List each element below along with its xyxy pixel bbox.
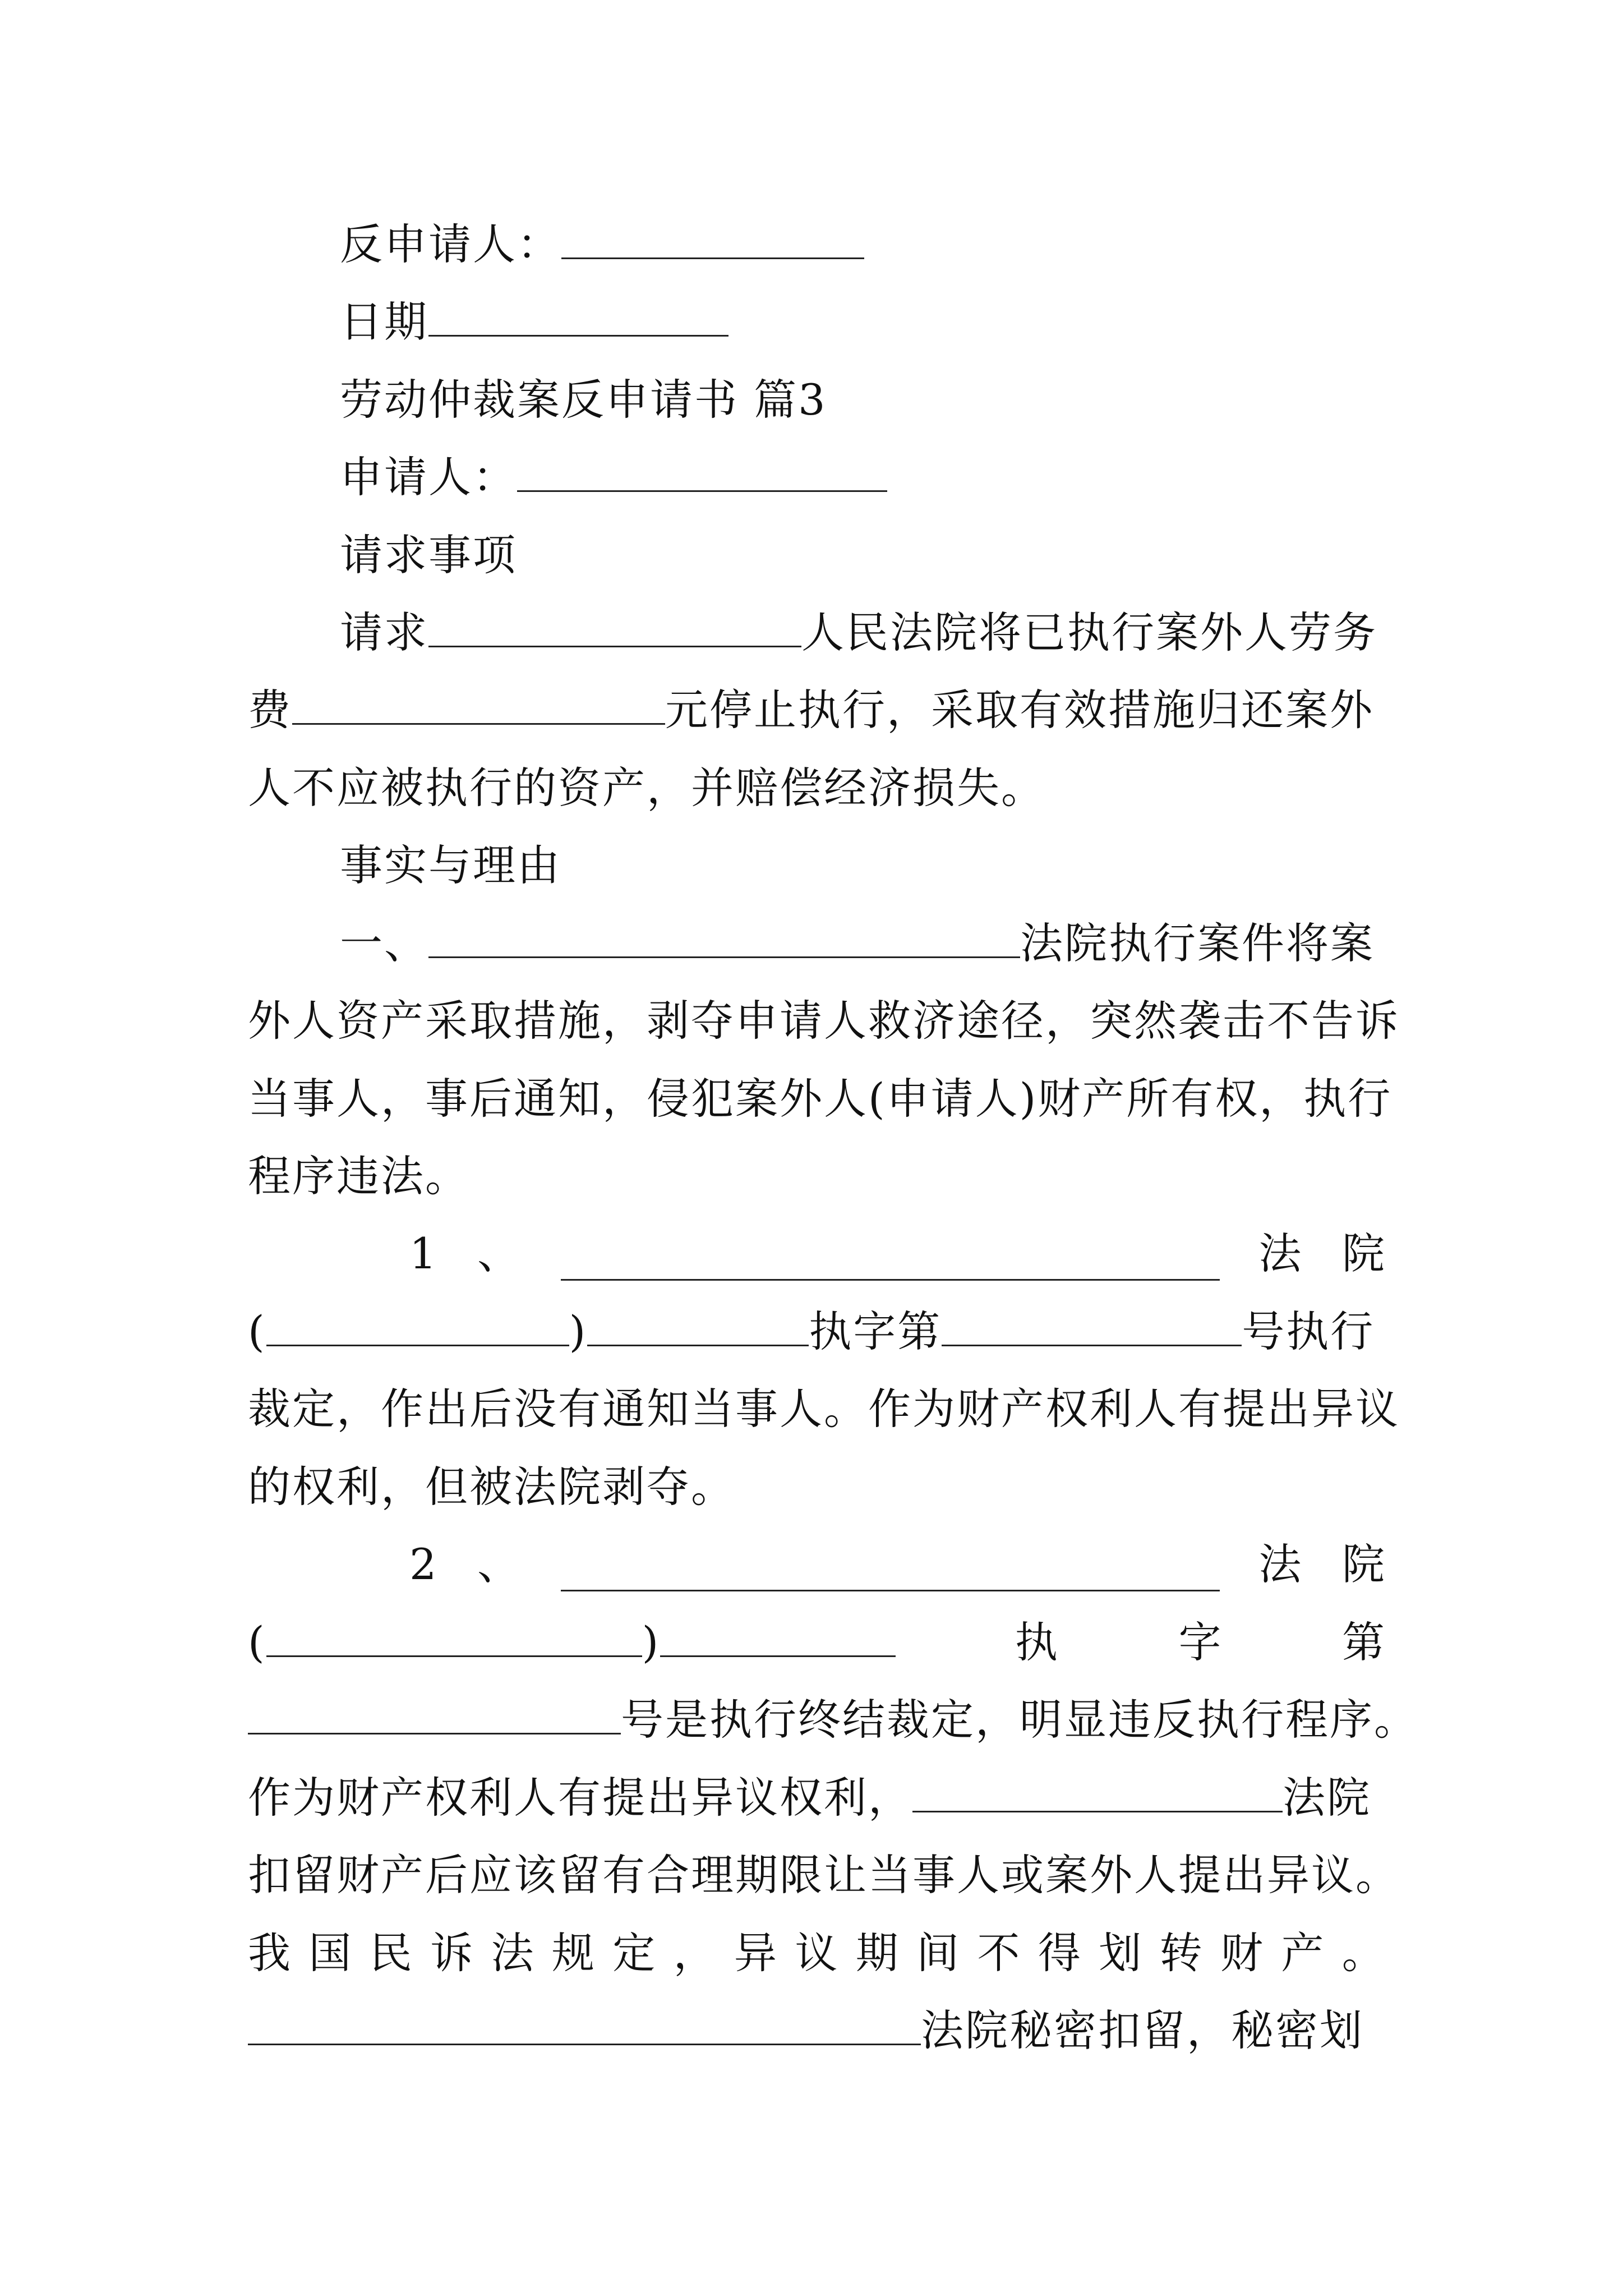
facts-char: 民 [369,1928,414,1978]
facts-p3-line-7 [248,2004,1386,2058]
facts-p2-line-4: 的权利，但被法院剥夺。 [248,1462,735,1512]
claims-heading: 请求事项 [340,530,517,580]
facts-text: 第 [1342,1617,1386,1667]
date-label: 日期 [340,297,428,347]
facts-char: 规 [551,1928,596,1978]
facts-char: 产 [1281,1928,1326,1978]
court-blank [248,2004,921,2045]
facts-text: 执字第 [809,1306,942,1356]
facts-p3-line-6 [248,1926,1386,1980]
item-separator: 、 [477,1539,522,1589]
facts-char: 间 [916,1928,961,1978]
date-line [340,295,1386,349]
facts-char: 国 [308,1928,353,1978]
court-code-blank [660,1616,896,1657]
facts-text: 院 [1341,1228,1386,1278]
facts-text: 院 [1341,1539,1386,1589]
facts-text: 法院 [1283,1773,1371,1823]
paren: ) [569,1306,588,1356]
facts-text: 一、 [340,918,428,968]
facts-p1-line-2: 外人资产采取措施，剥夺申请人救济途径，突然袭击不告诉 [248,996,1400,1046]
facts-p2-line-3: 裁定，作出后没有通知当事人。作为财产权利人有提出异议 [248,1384,1400,1434]
paren: ( [248,1617,266,1667]
paren-group [248,1616,896,1669]
year-blank [266,1616,642,1657]
facts-text: 字 [1178,1617,1223,1667]
facts-heading: 事实与理由 [340,840,561,890]
item-separator: 、 [477,1228,522,1278]
claims-text: 人民法院将已执行案外人劳务 [801,608,1377,657]
facts-char: 得 [1038,1928,1082,1978]
facts-p3-line-2 [248,1616,1386,1669]
facts-char: 我 [248,1928,292,1978]
year-blank [266,1305,569,1346]
facts-text: 法院秘密扣留，秘密划 [921,2005,1364,2055]
facts-p3-line-1 [409,1538,1386,1591]
facts-p1-line-1 [340,917,1386,970]
claims-text: 请求 [340,608,428,657]
facts-p2-line-1 [409,1227,1386,1281]
facts-char: ， [673,1928,718,1978]
case-number-blank [248,1694,621,1734]
facts-text: 法 [1258,1539,1303,1589]
facts-text: 执 [1015,1617,1059,1667]
facts-char: 划 [1099,1928,1144,1978]
facts-p1-line-4: 程序违法。 [248,1151,469,1201]
applicant-line [340,450,1386,504]
facts-char: 。 [1341,1928,1386,1978]
court-blank [912,1772,1283,1812]
facts-text: 号是执行终结裁定，明显违反执行程序。 [621,1695,1418,1745]
paren: ( [248,1306,266,1356]
facts-p3-line-4 [248,1771,1386,1825]
facts-text: 法院执行案件将案 [1020,918,1375,968]
facts-char: 议 [795,1928,840,1978]
applicant-label: 申请人： [340,452,517,502]
claims-line-1 [340,606,1386,660]
facts-p3-line-3 [248,1693,1418,1747]
facts-text: 作为财产权利人有提出异议权利， [248,1773,912,1823]
court-blank [561,1550,1220,1591]
claims-line-3: 人不应被执行的资产，并赔偿经济损失。 [248,763,1045,813]
respondent-label: 反申请人： [340,219,561,269]
court-blank [428,917,1020,958]
claims-text: 元停止执行，采取有效措施归还案外 [665,685,1374,735]
facts-char: 异 [734,1928,778,1978]
section-title: 劳动仲裁案反申请书 篇3 [340,375,827,425]
claims-text: 费 [248,685,292,735]
facts-p3-line-5: 扣留财产后应该留有合理期限让当事人或案外人提出异议。 [248,1850,1400,1900]
item-number: 1 [409,1228,439,1278]
facts-char: 法 [491,1928,536,1978]
facts-p2-line-2 [248,1305,1386,1359]
claims-line-2 [248,683,1386,737]
court-blank [561,1240,1220,1281]
facts-char: 诉 [430,1928,475,1978]
facts-text: 号执行 [1242,1306,1375,1356]
item-number: 2 [409,1539,439,1589]
court-code-blank [587,1305,809,1346]
court-blank [428,606,801,647]
applicant-blank [517,451,887,492]
facts-p1-line-3: 当事人，事后通知，侵犯案外人(申请人)财产所有权，执行 [248,1074,1393,1124]
amount-blank [292,684,665,725]
paren: ) [642,1617,661,1667]
facts-char: 转 [1159,1928,1204,1978]
facts-char: 不 [977,1928,1022,1978]
facts-char: 期 [855,1928,900,1978]
case-number-blank [942,1305,1242,1346]
respondent-line [340,218,1386,272]
facts-char: 财 [1220,1928,1265,1978]
respondent-blank [561,218,864,259]
facts-text: 法 [1258,1228,1303,1278]
date-blank [428,296,728,337]
facts-char: 定 [612,1928,657,1978]
